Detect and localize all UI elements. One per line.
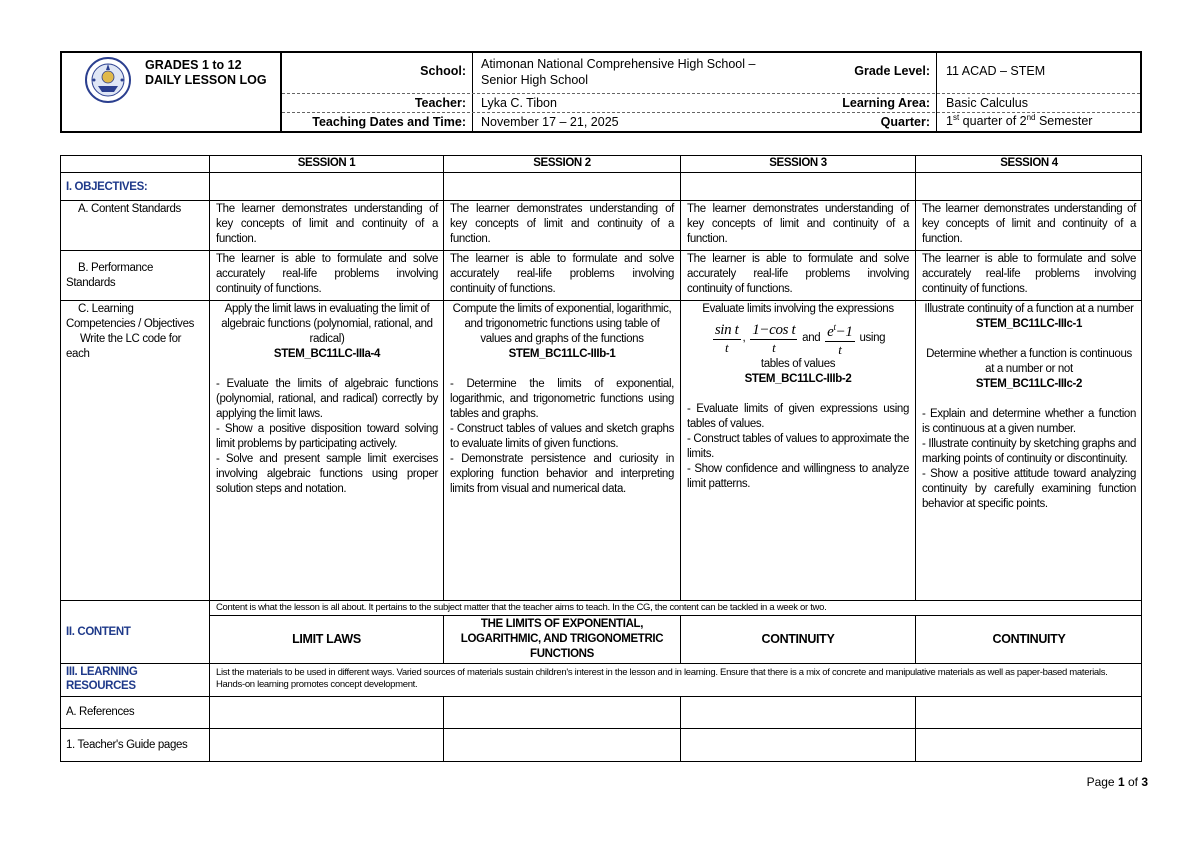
competency-s3-tables: tables of values [760,358,836,370]
fraction-sint-over-t: $\frac{\text{sin t}}{t}$ [714,321,739,355]
objective-s2-1: - Determine the limits of exponential, logarithmic, and trigonometric functions using tables and graphs. [450,378,674,420]
col-line-2c [443,696,444,762]
content-standard-s2: The learner demonstrates understanding of key concepts of limit and continuity of a function. [450,203,674,245]
content-s2: THE LIMITS OF EXPONENTIAL, LOGARITHMIC, AND TRIGONOMETRIC FUNCTIONS [460,618,664,660]
performance-standard-s3: The learner is able to formulate and solve accurately real-life problems involving continuity of functions. [687,253,909,295]
quarter-label: Quarter: [880,115,930,129]
objective-s1-3: - Solve and present sample limit exercises involving algebraic functions using proper solution steps and notation. [216,453,438,495]
content-standard-s4: The learner demonstrates understanding of key concepts of limit and continuity of a function. [922,203,1136,245]
learning-area-label: Learning Area: [842,96,930,110]
header-row-sep-1 [282,93,1140,94]
deped-seal-icon [84,56,132,104]
school-value-line2: Senior High School [481,73,589,87]
objective-s4-3: - Show a positive attitude toward analyzing continuity by carefully examining function behavior at specific points. [922,468,1136,510]
competency-s1 [216,302,438,497]
learning-resources-label: III. LEARNING RESOURCES [66,666,138,692]
teaching-dates-label: Teaching Dates and Time: [312,115,466,129]
header-col-sep-1 [472,53,473,131]
grade-level-value: 11 ACAD – STEM [946,64,1046,78]
competency-s4 [922,302,1136,512]
content-standard-s3: The learner demonstrates understanding of key concepts of limit and continuity of a function. [687,203,909,245]
objective-s1-2: - Show a positive disposition toward solving limit problems by participating actively. [216,423,438,450]
content-label: II. CONTENT [66,626,131,638]
competency-s1-text: Apply the limit laws in evaluating the limit of algebraic functions (polynomial, rational, and radical) [221,303,433,345]
objective-s3-1: - Evaluate limits of given expressions using tables of values. [687,403,909,430]
competency-s4-text-2: Determine whether a function is continuous at a number or not [926,348,1132,375]
content-standard-s1: The learner demonstrates understanding of key concepts of limit and continuity of a function. [216,203,438,245]
teacher-value: Lyka C. Tibon [481,96,557,110]
competency-s4-code-1: STEM_BC11LC-IIIc-1 [975,318,1083,330]
competency-s3 [687,302,909,492]
col-line-1 [209,155,210,762]
competency-s1-code: STEM_BC11LC-IIIa-4 [273,348,381,360]
objective-s1-1: - Evaluate the limits of algebraic functions (polynomial, rational, and radical) correctly by applying the limit laws. [216,378,438,420]
fraction-et-1-over-t: $\frac{e^t-1}{t}$ [825,319,854,357]
row-line-4 [60,300,1142,301]
quarter-value: 1st quarter of 2nd Semester [946,113,1093,129]
page-number: Page 1 of 3 [1086,775,1148,789]
performance-standard-s2: The learner is able to formulate and solve accurately real-life problems involving continuity of functions. [450,253,674,295]
objectives-label: I. OBJECTIVES: [66,181,148,193]
objective-s2-3: - Demonstrate persistence and curiosity in exploring function behavior and interpreting limits from visual and numerical data. [450,453,674,495]
session-1-header: SESSION 1 [297,157,356,169]
performance-standard-s1: The learner is able to formulate and solve accurately real-life problems involving continuity of functions. [216,253,438,295]
competency-s4-code-2: STEM_BC11LC-IIIc-2 [975,378,1083,390]
competency-s3-code: STEM_BC11LC-IIIb-2 [744,373,852,385]
competency-s2 [450,302,674,497]
col-line-4c [915,696,916,762]
competency-s2-text: Compute the limits of exponential, logarithmic, and trigonometric functions using table of values and graphs of the functions [452,303,672,345]
teaching-dates-value: November 17 – 21, 2025 [481,115,619,129]
objective-s4-2: - Illustrate continuity by sketching graphs and marking points of continuity or discontinuity. [922,438,1136,465]
session-2-header: SESSION 2 [533,157,591,169]
objective-s4-1: - Explain and determine whether a function is continuous at a given number. [922,408,1136,435]
row-line-2 [60,200,1142,201]
content-s3: CONTINUITY [761,632,835,646]
performance-standard-s4: The learner is able to formulate and solve accurately real-life problems involving continuity of functions. [922,253,1136,295]
form-title-line2: DAILY LESSON LOG [145,73,267,87]
col-line-2b [443,615,444,663]
learning-resources-note: List the materials to be used in different ways. Varied sources of materials sustain children's interest in the lesson and in learning. Ensure that there is a mix of concrete and manipulative materials as well as paper-based materials. Hands-on learning promotes concept development. [216,667,1108,690]
objective-s2-2: - Construct tables of values and sketch graphs to evaluate limits of given functions. [450,423,674,450]
content-s1: LIMIT LAWS [292,632,361,646]
form-title [145,58,267,88]
row-line-6 [60,663,1142,664]
competency-s4-text-1: Illustrate continuity of a function at a number [924,303,1134,315]
learning-area-value: Basic Calculus [946,96,1028,110]
row-line-5 [60,600,1142,601]
objective-s3-3: - Show confidence and willingness to analyze limit patterns. [687,463,909,490]
teacher-label: Teacher: [414,96,466,110]
row-line-3 [60,250,1142,251]
learning-competencies-label: C. Learning Competencies / Objectives Write the LC code for each [66,303,195,360]
header-col-sep-2 [936,53,937,131]
limit-expressions: $\frac{\text{sin t}}{t}$ , $\frac{\text{1−cos t}}{t}$ and $\frac{e^t-1}{t}$ using [687,319,909,357]
session-4-header: SESSION 4 [1000,157,1058,169]
competency-s3-text: Evaluate limits involving the expressions [702,303,894,315]
performance-standards-label: B. Performance Standards [66,262,153,289]
col-line-3 [680,155,681,600]
form-title-line1: GRADES 1 to 12 [145,58,242,72]
content-s4: CONTINUITY [992,632,1066,646]
school-value [481,56,771,88]
col-line-4 [915,155,916,600]
competency-s2-code: STEM_BC11LC-IIIb-1 [508,348,616,360]
teachers-guide-label: 1. Teacher's Guide pages [66,739,188,751]
row-line-1 [60,172,1142,173]
content-note: Content is what the lesson is all about. It pertains to the subject matter that the teacher aims to teach. In the CG, the content can be tackled in a week or two. [216,602,827,613]
grade-level-label: Grade Level: [854,64,930,78]
school-label: School: [420,64,466,78]
references-label: A. References [66,706,135,718]
content-standards-label: A. Content Standards [78,203,181,215]
row-line-5b [209,615,1142,616]
school-value-line1: Atimonan National Comprehensive High School – [481,57,756,71]
col-line-3c [680,696,681,762]
col-line-2 [443,155,444,600]
session-3-header: SESSION 3 [769,157,827,169]
fraction-1-cost-over-t: $\frac{\text{1−cos t}}{t}$ [752,321,796,355]
row-line-8 [60,728,1142,729]
objective-s3-2: - Construct tables of values to approximate the limits. [687,433,909,460]
row-line-7 [60,696,1142,697]
